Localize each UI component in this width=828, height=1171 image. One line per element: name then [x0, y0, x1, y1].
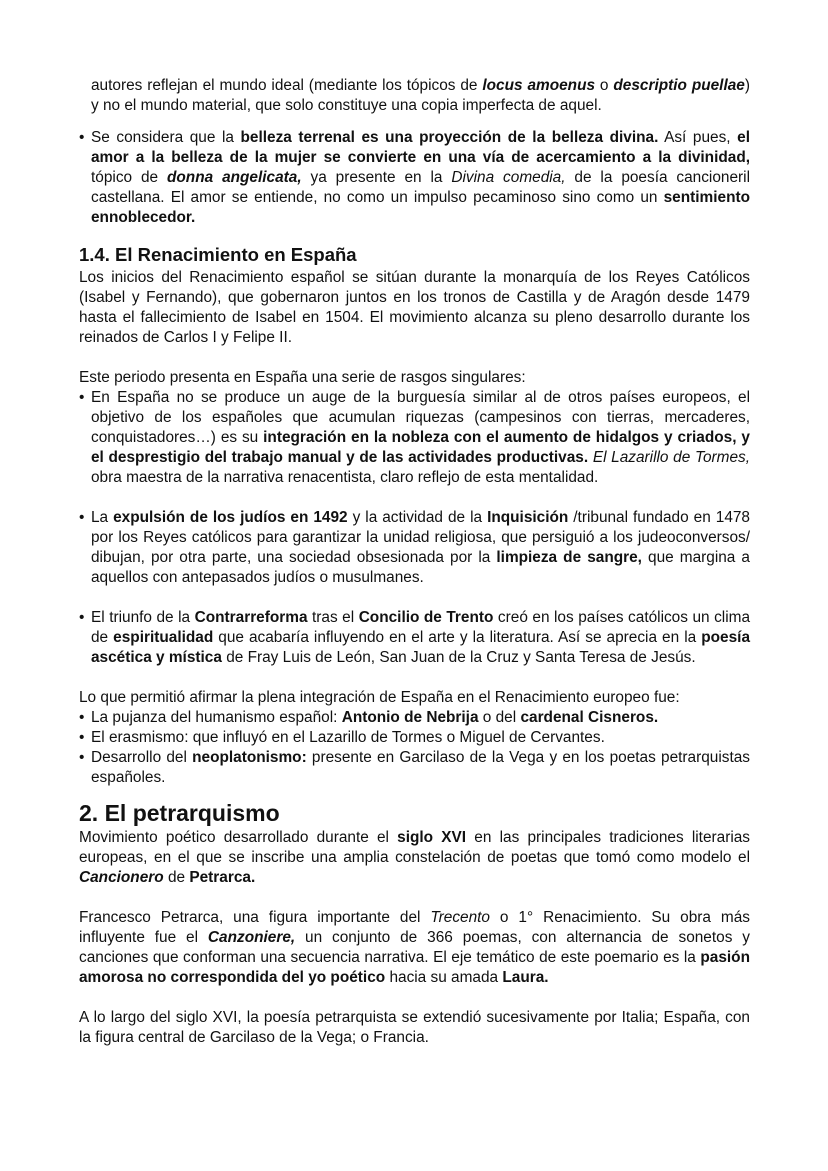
- intro-bullet-list: [79, 128, 750, 228]
- traits-list: [79, 388, 750, 668]
- bold-text: Concilio de Trento: [358, 609, 494, 626]
- text: /tribunal fundado en 1478 por los Reyes católicos para garantizar la unidad religiosa, que persiguió a los judeoconversos/ dibujan, por otra parte, una sociedad obsesionada por la: [91, 509, 750, 566]
- emphasis-text: locus amoenus: [482, 77, 596, 94]
- text: ) y no el mundo material, que solo constituye una copia imperfecta de aquel.: [91, 77, 750, 114]
- list-item: [79, 608, 750, 668]
- bold-text: espiritualidad: [113, 629, 214, 646]
- list-item: [79, 128, 750, 228]
- text: ya presente en la: [301, 169, 452, 186]
- text: o: [595, 77, 614, 94]
- bold-text: Antonio de Nebrija: [341, 709, 479, 726]
- text: Desarrollo del: [91, 749, 193, 766]
- emphasis-text: Canzoniere,: [207, 929, 296, 946]
- bold-text: Laura.: [502, 969, 549, 986]
- text: un conjunto de 366 poemas, con alternancia de sonetos y canciones que conforman una secuencia narrativa. El eje temático de este poemario es la: [79, 929, 750, 966]
- intro-paragraph: [79, 76, 750, 116]
- emphasis-text: donna angelicata,: [167, 169, 302, 186]
- text: Francesco Petrarca, una figura importante del: [79, 909, 431, 926]
- text: Movimiento poético desarrollado durante el: [79, 829, 398, 846]
- text: autores reflejan el mundo ideal (mediante los tópicos de: [91, 77, 483, 94]
- text: de: [163, 869, 190, 886]
- bold-text: el amor a la belleza de la mujer se convierte en una vía de acercamiento a la divinidad,: [91, 129, 750, 166]
- bold-text: cardenal Cisneros.: [520, 709, 659, 726]
- text: En España no se produce un auge de la burguesía similar al de otros países europeos, el objetivo de los españoles que acumulan riquezas (campesinos con tierras, mercaderes, conquistadores…) es su: [91, 389, 750, 446]
- section-heading: 1.4. El Renacimiento en España: [79, 244, 357, 265]
- bold-text: Contrarreforma: [194, 609, 308, 626]
- emphasis-text: descriptio puellae: [613, 77, 745, 94]
- list-item: [79, 388, 750, 488]
- text: en las principales tradiciones literarias europeas, en el que se inscribe una amplia constelación de poetas que tomó como modelo el: [79, 829, 751, 866]
- bold-text: belleza terrenal es una proyección de la belleza divina.: [240, 129, 659, 146]
- italic-text: El Lazarillo de Tormes,: [592, 449, 750, 466]
- italic-text: Trecento: [430, 909, 490, 926]
- section-heading: 2. El petrarquismo: [79, 800, 280, 826]
- emphasis-text: Cancionero: [79, 869, 164, 886]
- text: o 1° Renacimiento. Su obra más influyente fue el: [79, 909, 750, 946]
- text: hacia su amada: [385, 969, 503, 986]
- bold-text: integración en la nobleza con el aumento de hidalgos y criados, y el desprestigio del trabajo manual y de las actividades productivas.: [91, 429, 750, 466]
- text: de la poesía cancioneril castellana. El amor se entiende, no como un impulso pecaminoso sino como un: [91, 169, 750, 206]
- paragraph: [79, 908, 750, 988]
- paragraph: A lo largo del siglo XVI, la poesía petrarquista se extendió sucesivamente por Italia; España, con la figura central de Garcilaso de la Vega; o Francia.: [79, 1009, 750, 1046]
- text: presente en Garcilaso de la Vega y en los poetas petrarquistas españoles.: [91, 749, 750, 786]
- paragraph: Lo que permitió afirmar la plena integración de España en el Renacimiento europeo fue:: [79, 689, 680, 706]
- text: Así pues,: [658, 129, 738, 146]
- bold-text: expulsión de los judíos en 1492: [113, 509, 348, 526]
- text: El triunfo de la: [91, 609, 195, 626]
- text: que acabaría influyendo en el arte y la literatura. Así se aprecia en la: [213, 629, 702, 646]
- text: o del: [478, 709, 521, 726]
- list-item: [79, 508, 750, 588]
- text: que margina a aquellos con antepasados judíos o musulmanes.: [91, 549, 750, 586]
- paragraph: [79, 828, 750, 888]
- integration-list: [79, 708, 750, 788]
- text: obra maestra de la narrativa renacentista, claro reflejo de esta mentalidad.: [91, 469, 599, 486]
- text: tras el: [307, 609, 359, 626]
- text: de Fray Luis de León, San Juan de la Cruz y Santa Teresa de Jesús.: [221, 649, 696, 666]
- text: La: [91, 509, 114, 526]
- paragraph: Los inicios del Renacimiento español se sitúan durante la monarquía de los Reyes Católicos (Isabel y Fernando), que gobernaron juntos en los tronos de Castilla y de Aragón desde 1479 hasta el fallecimiento de Isabel en 1504. El movimiento alcanza su pleno desarrollo durante los reinados de Carlos I y Felipe II.: [79, 269, 750, 346]
- text: y la actividad de la: [347, 509, 488, 526]
- bold-text: sentimiento ennoblecedor.: [91, 189, 750, 226]
- paragraph: Este periodo presenta en España una serie de rasgos singulares:: [79, 369, 526, 386]
- italic-text: Divina comedia,: [451, 169, 566, 186]
- bold-text: siglo XVI: [397, 829, 467, 846]
- list-item: [79, 748, 750, 788]
- bold-text: Inquisición: [487, 509, 569, 526]
- bold-text: Petrarca.: [189, 869, 256, 886]
- bold-text: poesía ascética y mística: [91, 629, 751, 666]
- bold-text: limpieza de sangre,: [496, 549, 642, 566]
- text: La pujanza del humanismo español:: [91, 709, 342, 726]
- text: creó en los países católicos un clima de: [91, 609, 750, 646]
- bold-text: pasión amorosa no correspondida del yo poético: [79, 949, 750, 986]
- bold-text: neoplatonismo:: [192, 749, 307, 766]
- text: tópico de: [91, 169, 167, 186]
- text: Se considera que la: [91, 129, 241, 146]
- list-item: • El erasmismo: que influyó en el Lazarillo de Tormes o Miguel de Cervantes.: [79, 728, 750, 748]
- document-page: [79, 76, 750, 1048]
- list-item: [79, 708, 750, 728]
